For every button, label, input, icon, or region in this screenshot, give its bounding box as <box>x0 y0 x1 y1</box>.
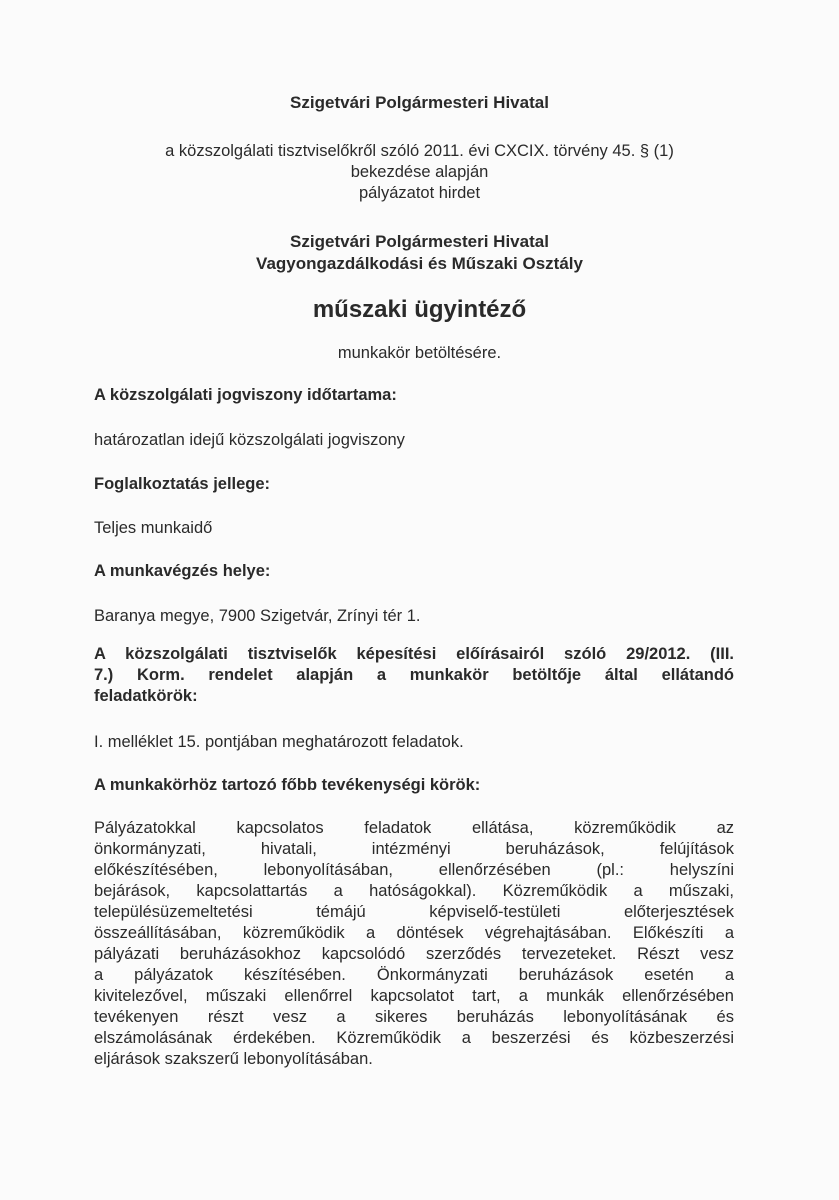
activities-line: tevékenyen részt vesz a sikeres beruházás lebonyolításának és <box>94 1008 734 1026</box>
position-suffix: munkakör betöltésére. <box>337 344 502 362</box>
activities-line: Pályázatokkal kapcsolatos feladatok ellátása, közreműködik az <box>94 819 734 837</box>
position-title: műszaki ügyintéző <box>312 296 527 323</box>
activities-line: elszámolásának érdekében. Közreműködik a beszerzési és közbeszerzési <box>94 1029 734 1047</box>
activities-line: kivitelezővel, műszaki ellenőrrel kapcsolatot tart, a munkák ellenőrzésében <box>94 987 734 1005</box>
duties-heading-line: A közszolgálati tisztviselők képesítési előírásairól szóló 29/2012. (III. <box>94 645 734 663</box>
section-heading: Foglalkoztatás jellege: <box>94 475 271 493</box>
office-title: Szigetvári Polgármesteri Hivatal <box>290 93 549 112</box>
activities-line: összeállításában, közreműködik a döntések végrehajtásában. Előkészíti a <box>94 924 734 942</box>
section-body: Teljes munkaidő <box>94 519 213 537</box>
duties-heading-line: 7.) Korm. rendelet alapján a munkakör betöltője által ellátandó <box>94 666 734 684</box>
section-heading: A közszolgálati jogviszony időtartama: <box>94 386 397 404</box>
activities-line: előkészítésében, lebonyolításában, ellenőrzésében (pl.: helyszíni <box>94 861 734 879</box>
activities-line: bejárások, kapcsolattartás a hatóságokkal). Közreműködik a műszaki, <box>94 882 734 900</box>
section-heading: A munkavégzés helye: <box>94 562 271 580</box>
duties-body: I. melléklet 15. pontjában meghatározott feladatok. <box>94 733 464 751</box>
activities-line: pályázati beruházásokhoz kapcsolódó szerződés tervezeteket. Részt vesz <box>94 945 734 963</box>
intro-line: bekezdése alapján <box>350 163 489 181</box>
activities-line: településüzemeltetési témájú képviselő-testületi előterjesztések <box>94 903 734 921</box>
duties-heading-line: feladatkörök: <box>94 687 198 705</box>
section-body: Baranya megye, 7900 Szigetvár, Zrínyi tér 1. <box>94 607 421 625</box>
activities-line: önkormányzati, hivatali, intézményi beruházások, felújítások <box>94 840 734 858</box>
department-line: Vagyongazdálkodási és Műszaki Osztály <box>256 254 583 273</box>
activities-line: a pályázatok készítésében. Önkormányzati beruházások esetén a <box>94 966 734 984</box>
activities-line: eljárások szakszerű lebonyolításában. <box>94 1050 373 1068</box>
activities-heading: A munkakörhöz tartozó főbb tevékenységi körök: <box>94 776 481 794</box>
intro-line: a közszolgálati tisztviselőkről szóló 2011. évi CXCIX. törvény 45. § (1) <box>165 142 674 160</box>
intro-line: pályázatot hirdet <box>358 184 481 202</box>
department-line: Szigetvári Polgármesteri Hivatal <box>290 232 549 251</box>
section-body: határozatlan idejű közszolgálati jogviszony <box>94 431 405 449</box>
